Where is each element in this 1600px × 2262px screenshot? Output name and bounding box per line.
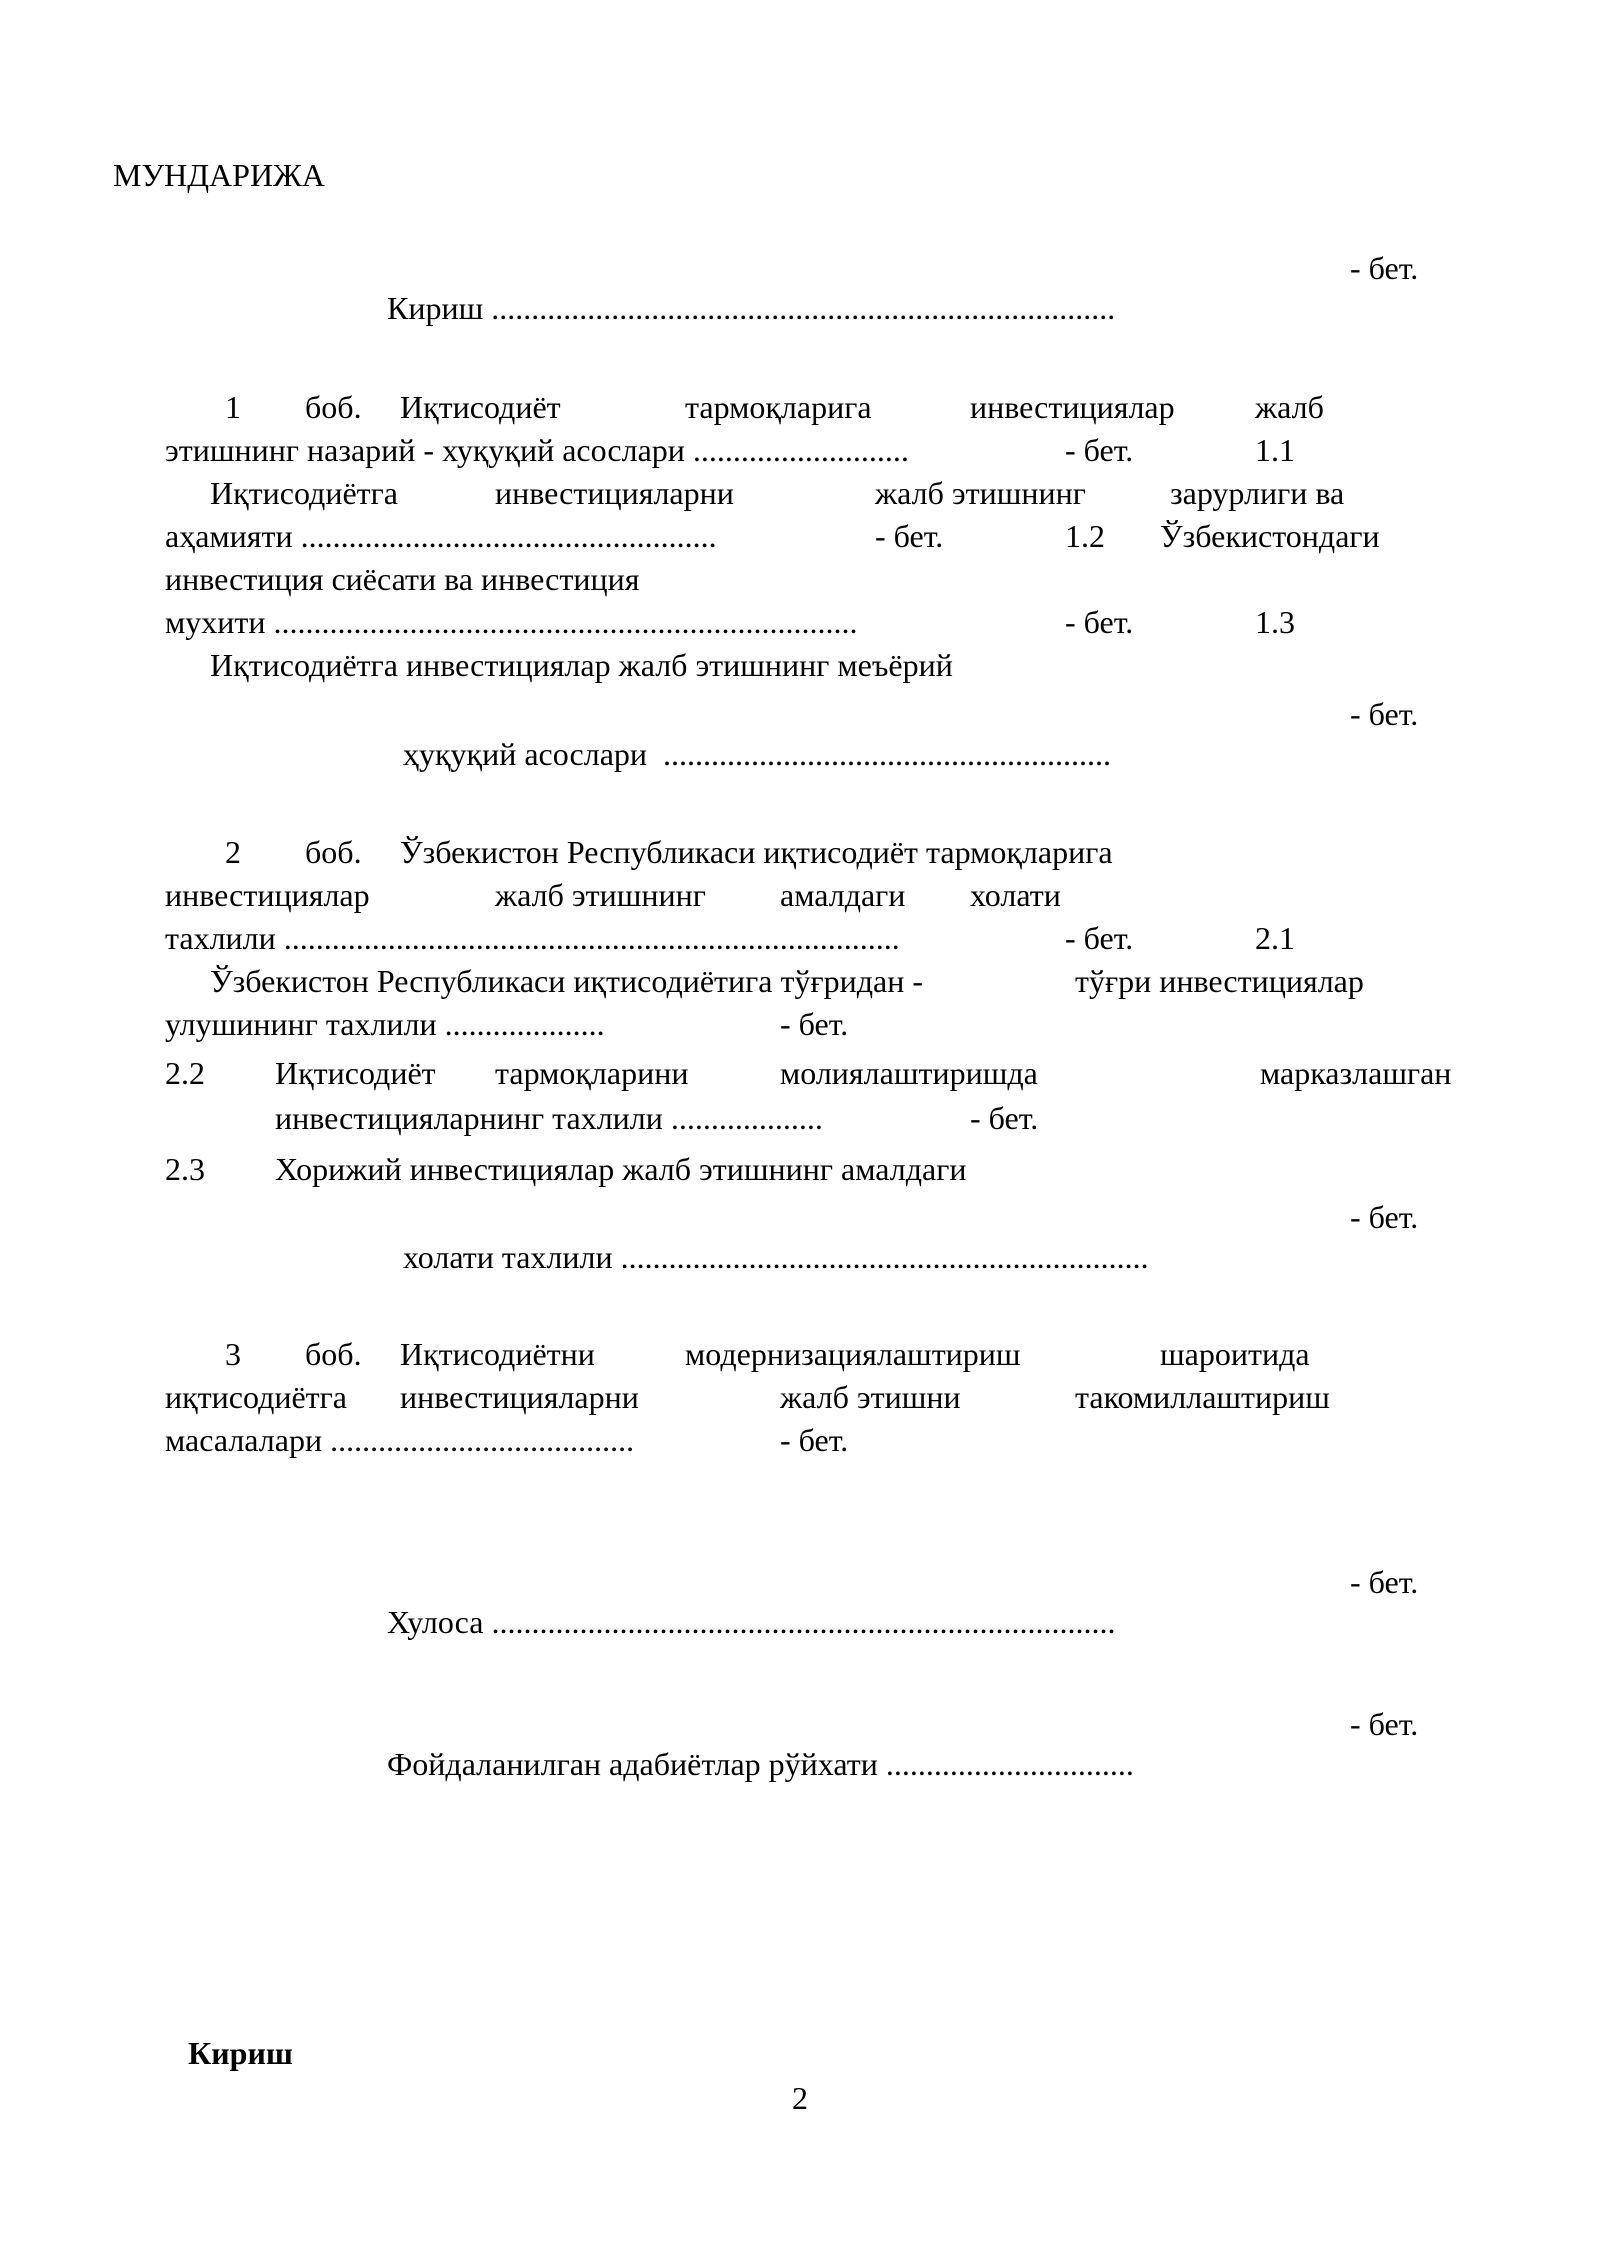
toc-entry-title: Кириш xyxy=(387,290,484,326)
toc-text: тармоқларига xyxy=(685,389,872,425)
toc-text: жалб этишнинг xyxy=(495,877,706,913)
toc-text: 2 xyxy=(225,834,241,870)
toc-text: инвестицияларнинг тахлили ................... xyxy=(275,1100,823,1136)
toc-text: Иқтисодиёт xyxy=(275,1055,436,1091)
toc-text: Иқтисодиёт xyxy=(400,389,561,425)
toc-text: Хорижий инвестициялар жалб этишнинг амалдаги xyxy=(275,1151,967,1187)
toc-leader-dots: ............................... xyxy=(885,1746,1134,1782)
toc-text: 1.3 xyxy=(1255,604,1295,640)
toc-text: 3 xyxy=(225,1336,241,1372)
toc-text: - бет. xyxy=(1065,432,1134,468)
toc-page-ref: - бет. xyxy=(1350,1706,1419,1742)
toc-text: инвестициялар xyxy=(165,877,370,913)
toc-text: боб. xyxy=(305,1336,362,1372)
section-heading-intro: Кириш xyxy=(188,2035,293,2071)
toc-text: жалб этишнинг xyxy=(875,475,1086,511)
toc-leader-dots: ........................................................ xyxy=(663,736,1112,772)
toc-text: 1.2 xyxy=(1065,518,1105,554)
toc-text: шароитида xyxy=(1160,1336,1310,1372)
toc-entry-title: Хулоса xyxy=(387,1604,484,1640)
toc-text: улушининг тахлили .................... xyxy=(165,1006,605,1042)
toc-heading: МУНДАРИЖА xyxy=(113,157,325,193)
toc-text: марказлашган xyxy=(1260,1055,1452,1091)
toc-text: модернизациялаштириш xyxy=(685,1336,1021,1372)
toc-text: жалб xyxy=(1255,389,1324,425)
toc-text: 1 xyxy=(225,389,241,425)
toc-text: тўғри инвестициялар xyxy=(1075,963,1364,999)
toc-text: - бет. xyxy=(780,1422,849,1458)
toc-leader-dots: .................................................................. xyxy=(620,1239,1149,1275)
toc-text: Иқтисодиётга инвестициялар жалб этишнинг меъёрий xyxy=(210,647,953,683)
toc-entry-1-3-cont xyxy=(355,694,1111,814)
toc-text: амалдаги xyxy=(780,877,906,913)
toc-text: Ўзбекистондаги xyxy=(1160,518,1380,554)
toc-text: 2.2 xyxy=(165,1055,205,1091)
toc-text: тахлили ............................................................................. xyxy=(165,920,900,956)
toc-text: холати xyxy=(970,877,1061,913)
toc-text: - бет. xyxy=(970,1100,1039,1136)
toc-text: тармоқларини xyxy=(495,1055,689,1091)
toc-page-ref: - бет. xyxy=(1350,250,1419,286)
toc-entry-2-3-cont xyxy=(355,1197,1149,1317)
toc-text: - бет. xyxy=(875,518,944,554)
toc-text: 2.3 xyxy=(165,1151,205,1187)
toc-leader-dots: .............................................................................. xyxy=(491,1604,1116,1640)
toc-text: масалалари ...................................... xyxy=(165,1422,635,1458)
toc-text: 2.1 xyxy=(1255,920,1295,956)
toc-text: мухити ......................................................................... xyxy=(165,604,858,640)
toc-text: инвестиция сиёсати ва инвестиция xyxy=(165,561,640,597)
toc-entry-references xyxy=(355,1704,1134,1824)
toc-text: зарурлиги ва xyxy=(1170,475,1345,511)
toc-entry-title: Фойдаланилган адабиётлар рўйхати xyxy=(387,1746,878,1782)
toc-text: инвестициялар xyxy=(970,389,1175,425)
toc-text: аҳамияти .................................................... xyxy=(165,518,717,554)
toc-text: Иқтисодиётни xyxy=(400,1336,595,1372)
toc-text: Ўзбекистон Республикаси иқтисодиёт тармоқларига xyxy=(400,834,1113,870)
page-number: 2 xyxy=(792,2080,808,2116)
toc-text: жалб этишни xyxy=(780,1379,961,1415)
toc-text: боб. xyxy=(305,834,362,870)
toc-text: иқтисодиётга xyxy=(165,1379,347,1415)
toc-leader-dots: .............................................................................. xyxy=(491,290,1116,326)
toc-text: - бет. xyxy=(1065,920,1134,956)
toc-text: боб. xyxy=(305,389,362,425)
toc-page-ref: - бет. xyxy=(1350,1564,1419,1600)
toc-text: инвестицияларни xyxy=(495,475,734,511)
toc-text: 1.1 xyxy=(1255,432,1295,468)
toc-text: Иқтисодиётга xyxy=(210,475,398,511)
toc-page-ref: - бет. xyxy=(1350,696,1419,732)
toc-text: такомиллаштириш xyxy=(1075,1379,1330,1415)
toc-text: молиялаштиришда xyxy=(780,1055,1038,1091)
toc-text: инвестицияларни xyxy=(400,1379,639,1415)
toc-entry-title: ҳуқуқий асослари xyxy=(403,736,648,772)
toc-entry-title: холати тахлили xyxy=(403,1239,613,1275)
toc-text: Ўзбекистон Республикаси иқтисодиётига тўғридан - xyxy=(210,963,923,999)
toc-text: этишнинг назарий - хуқуқий асослари ........................... xyxy=(165,432,909,468)
toc-entry-intro xyxy=(355,248,1115,368)
toc-text: - бет. xyxy=(1065,604,1134,640)
toc-text: - бет. xyxy=(780,1006,849,1042)
toc-entry-conclusion xyxy=(355,1562,1115,1682)
toc-page-ref: - бет. xyxy=(1350,1199,1419,1235)
